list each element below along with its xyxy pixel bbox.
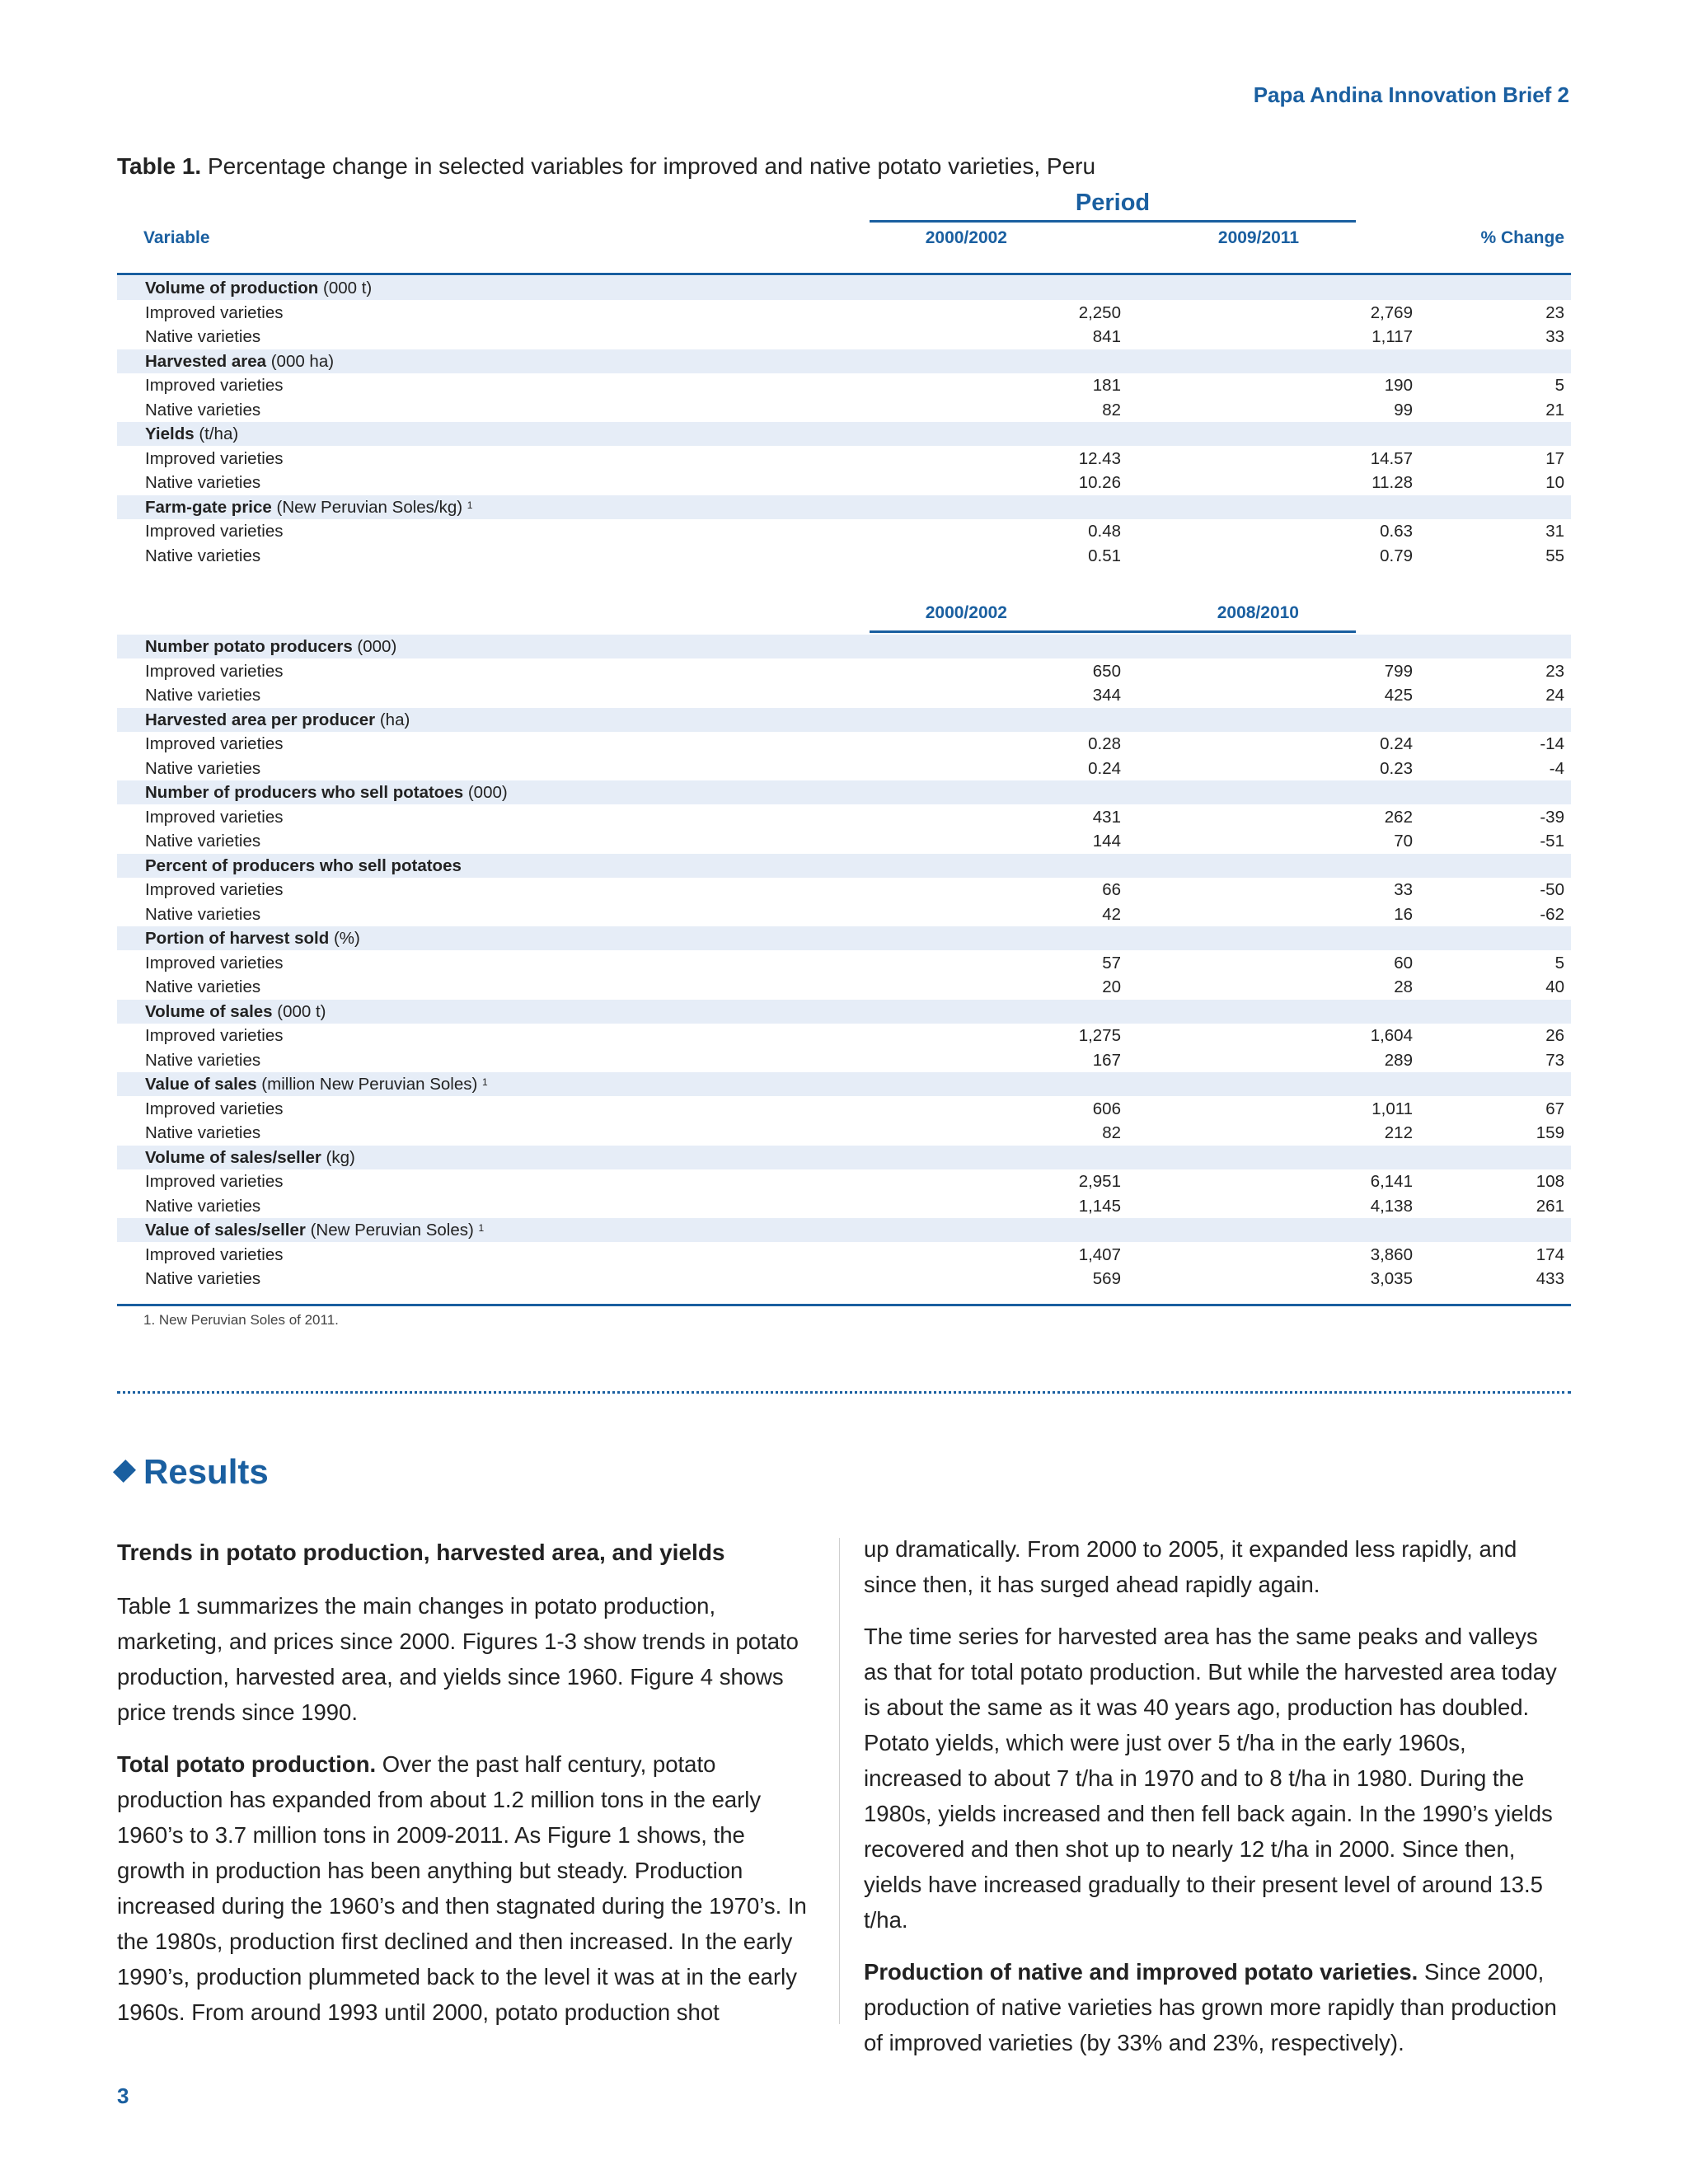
- row-label: Native varieties: [145, 977, 261, 996]
- row-label: Improved varieties: [145, 302, 284, 322]
- table-row: [117, 829, 1571, 853]
- table-group-row: [117, 1072, 1571, 1096]
- table-row: [117, 447, 1571, 471]
- footnote-marker: 1: [467, 499, 473, 511]
- col-head-part2-period2: 2008/2010: [1217, 603, 1299, 622]
- cell-pct-change: 5: [1554, 953, 1564, 972]
- table-caption-label: Table 1.: [117, 153, 202, 179]
- group-label-name: Farm-gate price: [145, 497, 272, 517]
- brief-title: Papa Andina Innovation Brief 2: [1253, 82, 1569, 107]
- table-group-row: [117, 780, 1571, 804]
- left-paragraph-2-lead: Total potato production.: [117, 1751, 377, 1777]
- group-label-unit: (kg): [321, 1147, 355, 1167]
- cell-period2: 1,604: [1370, 1026, 1413, 1045]
- cell-pct-change: -14: [1540, 734, 1564, 753]
- cell-pct-change: 33: [1545, 327, 1564, 346]
- table-group-row: [117, 495, 1571, 519]
- group-label-unit: (New Peruvian Soles): [305, 1221, 479, 1240]
- cell-period1: 66: [1102, 880, 1121, 899]
- row-label: Native varieties: [145, 904, 261, 924]
- cell-pct-change: -39: [1540, 807, 1564, 827]
- table-bottom-rule: [117, 1304, 1571, 1306]
- row-label: Improved varieties: [145, 661, 284, 681]
- table-group-row: [117, 1218, 1571, 1242]
- row-label: Improved varieties: [145, 448, 284, 468]
- group-label-unit: (000): [352, 637, 397, 656]
- cell-pct-change: 10: [1545, 473, 1564, 492]
- right-paragraph-3: [864, 1954, 1564, 2060]
- table-row: [117, 878, 1571, 902]
- group-label-name: Portion of harvest sold: [145, 929, 330, 948]
- table-row: [117, 951, 1571, 975]
- table-group-row: [117, 276, 1571, 300]
- row-label: Native varieties: [145, 1269, 261, 1288]
- cell-period1: 2,250: [1078, 302, 1121, 322]
- group-label: [145, 635, 396, 658]
- cell-period2: 1,011: [1372, 1099, 1413, 1118]
- group-label-unit: (000 t): [272, 1001, 326, 1021]
- row-label: Native varieties: [145, 327, 261, 346]
- section-divider: [117, 1391, 1571, 1394]
- results-heading-text: Results: [143, 1452, 269, 1491]
- row-label: Native varieties: [145, 473, 261, 492]
- results-right-column: [864, 1531, 1564, 2077]
- table-row: [117, 544, 1571, 568]
- group-label: [145, 276, 372, 300]
- cell-period1: 344: [1092, 686, 1121, 705]
- cell-period1: 42: [1102, 904, 1121, 924]
- table-group-row: [117, 708, 1571, 732]
- row-label: Improved varieties: [145, 734, 284, 753]
- cell-pct-change: 174: [1536, 1244, 1564, 1264]
- cell-period2: 799: [1384, 661, 1413, 681]
- table-row: [117, 373, 1571, 397]
- cell-period2: 70: [1394, 832, 1413, 851]
- cell-period1: 0.24: [1088, 758, 1121, 778]
- group-label-unit: (New Peruvian Soles/kg): [271, 497, 467, 517]
- cell-pct-change: -4: [1549, 758, 1564, 778]
- table-row: [117, 975, 1571, 999]
- page-number: 3: [117, 2083, 129, 2108]
- col-head-variable: Variable: [143, 228, 210, 247]
- table-header-rule: [117, 273, 1571, 275]
- col-head-part2-period1: 2000/2002: [925, 603, 1007, 622]
- footnote-marker: 1: [478, 1222, 485, 1234]
- table-row: [117, 325, 1571, 349]
- table-row: [117, 659, 1571, 683]
- cell-period1: 1,145: [1078, 1196, 1121, 1216]
- cell-period2: 190: [1384, 376, 1413, 395]
- group-label-name: Number of producers who sell potatoes: [145, 783, 464, 802]
- table-group-row: [117, 926, 1571, 950]
- group-label-name: Harvested area: [145, 351, 267, 371]
- cell-period1: 20: [1102, 977, 1121, 996]
- cell-period2: 0.24: [1380, 734, 1413, 753]
- cell-pct-change: 23: [1545, 302, 1564, 322]
- cell-period1: 12.43: [1078, 448, 1121, 468]
- cell-pct-change: 24: [1545, 686, 1564, 705]
- left-subheading: Trends in potato production, harvested area, and yields: [117, 1540, 725, 1565]
- table-group-row: [117, 635, 1571, 658]
- group-label-unit: (ha): [375, 710, 410, 729]
- cell-pct-change: -62: [1540, 904, 1564, 924]
- table-row: [117, 1267, 1571, 1291]
- cell-period2: 6,141: [1370, 1172, 1413, 1191]
- cell-period1: 57: [1102, 953, 1121, 972]
- table-row: [117, 1048, 1571, 1072]
- cell-pct-change: 31: [1545, 522, 1564, 541]
- cell-period2: 0.79: [1380, 546, 1413, 565]
- row-label: Improved varieties: [145, 953, 284, 972]
- cell-pct-change: 40: [1545, 977, 1564, 996]
- table-row: [117, 1121, 1571, 1145]
- group-label-name: Percent of producers who sell potatoes: [145, 855, 462, 875]
- group-label-name: Yields: [145, 424, 195, 443]
- left-paragraph-2: [117, 1746, 818, 2030]
- diamond-bullet-icon: [113, 1460, 136, 1483]
- cell-pct-change: -51: [1540, 832, 1564, 851]
- group-label-name: Value of sales: [145, 1075, 257, 1094]
- group-label-unit: (million New Peruvian Soles): [256, 1075, 483, 1094]
- cell-period2: 99: [1394, 400, 1413, 419]
- row-label: Native varieties: [145, 832, 261, 851]
- cell-pct-change: -50: [1540, 880, 1564, 899]
- group-label: [145, 495, 472, 519]
- table-row: [117, 1024, 1571, 1047]
- table-row: [117, 301, 1571, 325]
- row-label: Native varieties: [145, 1196, 261, 1216]
- cell-pct-change: 17: [1545, 448, 1564, 468]
- table-group-row: [117, 1146, 1571, 1169]
- table-row: [117, 1243, 1571, 1267]
- cell-period1: 167: [1092, 1050, 1121, 1070]
- cell-period2: 4,138: [1370, 1196, 1413, 1216]
- left-paragraph-1: Table 1 summarizes the main changes in potato production, marketing, and prices since 2000. Figures 1-3 show trends in potato production, harvested area, and yields since 1960. Figure 4 shows price trends since 1990.: [117, 1593, 799, 1725]
- cell-period1: 82: [1102, 1123, 1121, 1142]
- group-label-name: Value of sales/seller: [145, 1221, 306, 1240]
- cell-pct-change: 73: [1545, 1050, 1564, 1070]
- right-paragraph-2: The time series for harvested area has the same peaks and valleys as that for total potato production. But while the harvested area today is about the same as it was 40 years ago, production has doubled. Potato yields, which were just over 5 t/ha in the early 1960s, increased to about 7 t/ha in 1970 and to 8 t/ha in 1980. During the 1980s, yields increased and then fell back again. In the 1990’s yields recovered and then shot up to nearly 12 t/ha in 2000. Since then, yields have increased gradually to their present level of around 13.5 t/ha.: [864, 1624, 1557, 1933]
- right-paragraph-3-lead: Production of native and improved potato varieties.: [864, 1959, 1418, 1985]
- group-label-name: Harvested area per producer: [145, 710, 376, 729]
- row-label: Native varieties: [145, 686, 261, 705]
- col-head-period2: 2009/2011: [1217, 228, 1299, 247]
- left-paragraph-2-text: Over the past half century, potato production has expanded from about 1.2 million tons in the early 1960’s to 3.7 million tons in 2009-2011. As Figure 1 shows, the growth in production has been anything but steady. Production increased during the 1960’s and then stagnated during the 1970’s. In the 1980s, production first declined and then increased. In the early 1990’s, production plummeted back to the level it was at in the early 1960s. From around 1993 until 2000, potato production shot: [117, 1751, 807, 2025]
- table-caption: [117, 153, 1095, 180]
- footnote-marker: 1: [482, 1076, 488, 1088]
- table-group-row: [117, 1000, 1571, 1024]
- group-label-unit: (%): [329, 929, 360, 948]
- results-heading: [117, 1452, 269, 1492]
- cell-period2: 262: [1384, 807, 1413, 827]
- cell-pct-change: 5: [1554, 376, 1564, 395]
- group-label-unit: (000 ha): [266, 351, 335, 371]
- table-row: [117, 1097, 1571, 1121]
- row-label: Improved varieties: [145, 1244, 284, 1264]
- table-row: [117, 519, 1571, 543]
- period-label: Period: [1075, 190, 1151, 216]
- table-row: [117, 902, 1571, 926]
- table-footnote: 1. New Peruvian Soles of 2011.: [143, 1312, 339, 1328]
- group-label-name: Volume of production: [145, 279, 319, 298]
- table-row: [117, 757, 1571, 780]
- cell-period1: 431: [1092, 807, 1121, 827]
- cell-period2: 11.28: [1372, 473, 1413, 492]
- cell-period1: 181: [1092, 376, 1121, 395]
- table-row: [117, 471, 1571, 494]
- cell-period1: 0.51: [1088, 546, 1121, 565]
- cell-period1: 144: [1092, 832, 1121, 851]
- cell-period1: 0.28: [1088, 734, 1121, 753]
- cell-period1: 606: [1092, 1099, 1121, 1118]
- cell-pct-change: 108: [1536, 1172, 1564, 1191]
- row-label: Improved varieties: [145, 1172, 284, 1191]
- cell-period2: 212: [1384, 1123, 1413, 1142]
- cell-period2: 60: [1394, 953, 1413, 972]
- table-row: [117, 805, 1571, 829]
- cell-period2: 14.57: [1370, 448, 1413, 468]
- group-label: [145, 926, 360, 950]
- part2-period-rule: [870, 630, 1356, 633]
- col-head-pct-change: % Change: [1480, 228, 1564, 247]
- group-label-name: Number potato producers: [145, 637, 353, 656]
- cell-pct-change: 23: [1545, 661, 1564, 681]
- cell-period2: 28: [1394, 977, 1413, 996]
- cell-period2: 2,769: [1370, 302, 1413, 322]
- table-group-row: [117, 349, 1571, 373]
- row-label: Improved varieties: [145, 522, 284, 541]
- row-label: Native varieties: [145, 1123, 261, 1142]
- table-row: [117, 1169, 1571, 1193]
- cell-period1: 569: [1092, 1269, 1121, 1288]
- row-label: Improved varieties: [145, 807, 284, 827]
- table-row: [117, 398, 1571, 422]
- table-group-row: [117, 854, 1571, 878]
- cell-period2: 289: [1384, 1050, 1413, 1070]
- table-caption-text: Percentage change in selected variables for improved and native potato varieties, Peru: [201, 153, 1096, 179]
- row-label: Native varieties: [145, 400, 261, 419]
- group-label: [145, 349, 334, 373]
- cell-period1: 82: [1102, 400, 1121, 419]
- cell-period1: 650: [1092, 661, 1121, 681]
- group-label-name: Volume of sales: [145, 1001, 273, 1021]
- table-row: [117, 732, 1571, 756]
- cell-pct-change: 26: [1545, 1026, 1564, 1045]
- right-paragraph-1: up dramatically. From 2000 to 2005, it expanded less rapidly, and since then, it has surged ahead rapidly again.: [864, 1536, 1517, 1597]
- row-label: Improved varieties: [145, 1099, 284, 1118]
- cell-period1: 10.26: [1078, 473, 1121, 492]
- cell-period2: 0.23: [1380, 758, 1413, 778]
- cell-period1: 0.48: [1088, 522, 1121, 541]
- group-label: [145, 422, 238, 446]
- row-label: Native varieties: [145, 1050, 261, 1070]
- cell-period2: 3,860: [1370, 1244, 1413, 1264]
- group-label: [145, 1072, 488, 1096]
- cell-period1: 1,407: [1078, 1244, 1121, 1264]
- cell-period2: 0.63: [1380, 522, 1413, 541]
- row-label: Improved varieties: [145, 880, 284, 899]
- table-group-row: [117, 422, 1571, 446]
- period-rule: [870, 220, 1356, 223]
- row-label: Native varieties: [145, 758, 261, 778]
- cell-pct-change: 67: [1545, 1099, 1564, 1118]
- cell-period2: 3,035: [1370, 1269, 1413, 1288]
- column-divider: [839, 1538, 840, 2024]
- cell-period1: 2,951: [1078, 1172, 1121, 1191]
- group-label-name: Volume of sales/seller: [145, 1147, 321, 1167]
- cell-period1: 1,275: [1078, 1026, 1121, 1045]
- results-left-column: [117, 1535, 818, 2046]
- group-label: [145, 854, 462, 878]
- group-label: [145, 708, 410, 732]
- row-label: Improved varieties: [145, 1026, 284, 1045]
- cell-pct-change: 55: [1545, 546, 1564, 565]
- group-label-unit: (000 t): [318, 279, 373, 298]
- group-label-unit: (t/ha): [194, 424, 239, 443]
- right-paragraph-3-text: Since 2000, production of native varieties has grown more rapidly than production of improved varieties (by 33% and 23%, respectively).: [864, 1959, 1557, 2055]
- cell-pct-change: 159: [1536, 1123, 1564, 1142]
- col-head-period1: 2000/2002: [925, 228, 1007, 247]
- table-row: [117, 683, 1571, 707]
- cell-period2: 425: [1384, 686, 1413, 705]
- group-label: [145, 1000, 326, 1024]
- cell-period2: 16: [1394, 904, 1413, 924]
- cell-period2: 1,117: [1372, 327, 1413, 346]
- cell-period2: 33: [1394, 880, 1413, 899]
- cell-period1: 841: [1092, 327, 1121, 346]
- group-label: [145, 1146, 355, 1169]
- row-label: Improved varieties: [145, 376, 284, 395]
- group-label: [145, 780, 508, 804]
- group-label-unit: (000): [463, 783, 508, 802]
- cell-pct-change: 21: [1545, 400, 1564, 419]
- table-row: [117, 1194, 1571, 1218]
- cell-pct-change: 261: [1536, 1196, 1564, 1216]
- row-label: Native varieties: [145, 546, 261, 565]
- group-label: [145, 1218, 484, 1242]
- cell-pct-change: 433: [1536, 1269, 1564, 1288]
